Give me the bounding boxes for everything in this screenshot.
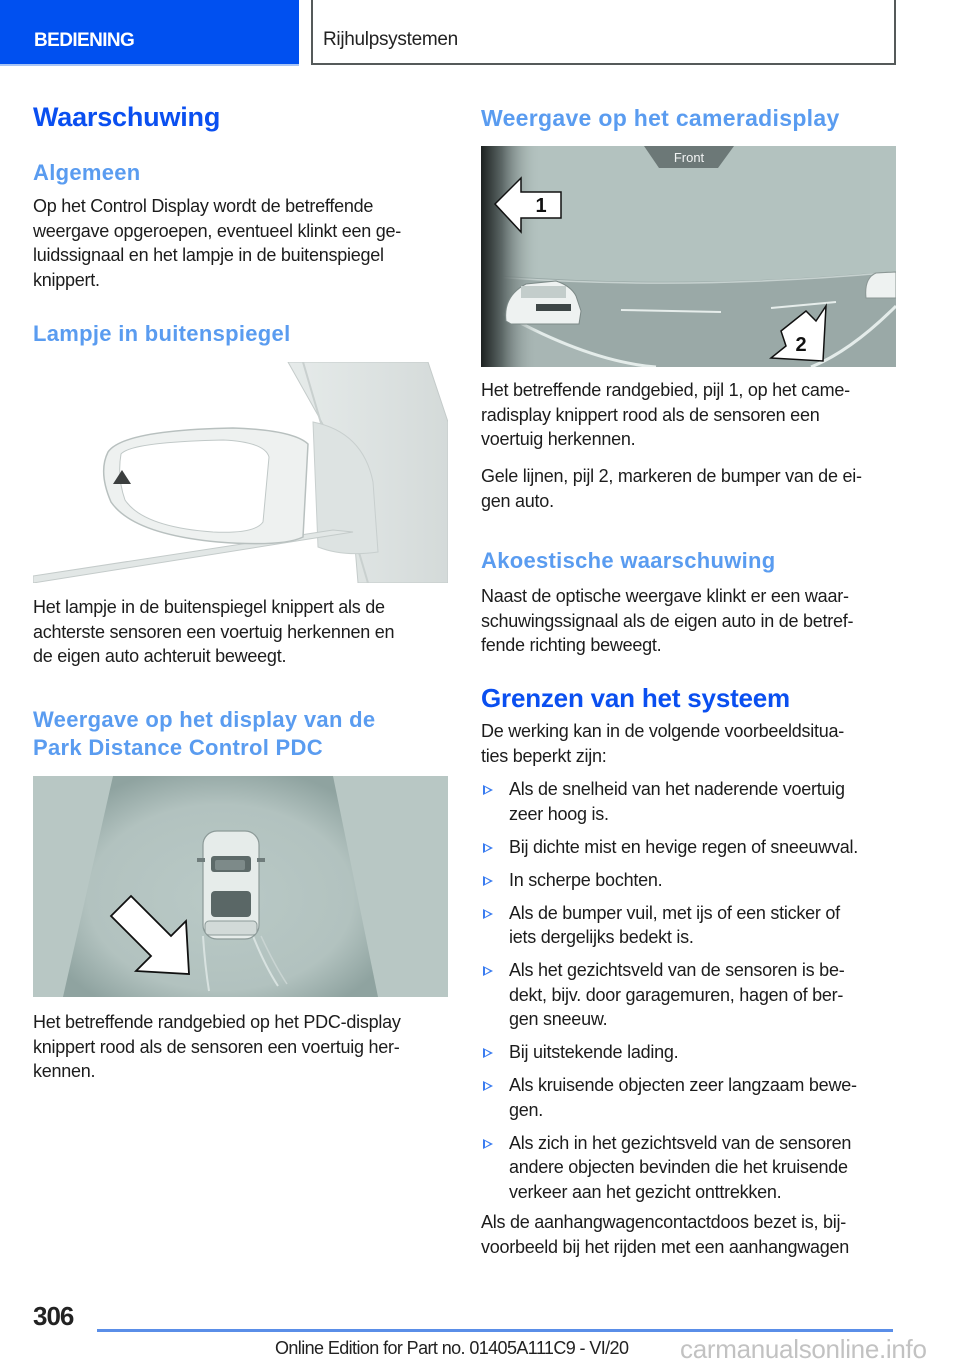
bullet-triangle-icon <box>483 1048 493 1058</box>
bullet-triangle-icon <box>483 843 493 853</box>
front-label: Front <box>673 150 705 165</box>
svg-text:1: 1 <box>535 195 547 217</box>
bullet-triangle-icon <box>483 785 493 795</box>
caption-pdc: Het betreffende randgebied op het PDC-display knippert rood als de sensoren een voertuig her- kennen. <box>33 1012 401 1081</box>
paragraph-grenzen-outro: Als de aanhangwagencontactdoos bezet is, bij- voorbeeld bij het rijden met een aanhangwagen <box>481 1212 850 1257</box>
list-item: In scherpe bochten. <box>481 868 901 893</box>
heading-grenzen: Grenzen van het systeem <box>481 683 790 713</box>
list-item: Als kruisende objecten zeer langzaam bewe- gen. <box>481 1073 901 1122</box>
caption-mirror: Het lampje in de buitenspiegel knippert als de achterste sensoren een voertuig herkennen en de eigen auto achteruit beweegt. <box>33 597 395 666</box>
bullet-triangle-icon <box>483 909 493 919</box>
list-item: Bij uitstekende lading. <box>481 1040 901 1065</box>
watermark: carmanualsonline.info <box>680 1334 927 1362</box>
pdc-display-illustration-icon <box>33 776 448 997</box>
section-tab <box>0 0 299 66</box>
edition-text: Online Edition for Part no. 01405A111C9 - VI/20 <box>275 1338 629 1358</box>
pdc-figure <box>33 776 448 997</box>
bullet-triangle-icon <box>483 1139 493 1149</box>
mirror-figure <box>33 362 448 583</box>
heading-cameradisplay: Weergave op het cameradisplay <box>481 105 840 131</box>
list-item: Bij dichte mist en hevige regen of sneeuwval. <box>481 835 901 860</box>
section-title: BEDIENING <box>34 30 135 51</box>
list-item: Als het gezichtsveld van de sensoren is be- dekt, bijv. door garagemuren, hagen of ber- gen sneeuw. <box>481 958 901 1032</box>
page-title: Waarschuwing <box>33 102 221 132</box>
limitations-list <box>481 777 901 1213</box>
list-item: Als de bumper vuil, met ijs of een sticker of iets dergelijks bedekt is. <box>481 901 901 950</box>
camera-display-illustration-icon <box>481 146 896 367</box>
heading-lampje: Lampje in buitenspiegel <box>33 321 291 346</box>
heading-algemeen: Algemeen <box>33 160 141 185</box>
paragraph-akoestisch: Naast de optische weergave klinkt er een waar- schuwingssignaal als de eigen auto in de betref- fende richting beweegt. <box>481 586 854 655</box>
bullet-triangle-icon <box>483 966 493 976</box>
svg-text:2: 2 <box>795 334 807 356</box>
paragraph-grenzen-intro: De werking kan in de volgende voorbeeldsitua- ties beperkt zijn: <box>481 721 844 766</box>
camera-figure <box>481 146 896 367</box>
footer-divider <box>97 1329 893 1332</box>
paragraph-algemeen: Op het Control Display wordt de betreffende weergave opgeroepen, eventueel klinkt een ge- luidssignaal en het lampje in de buitenspiegel knippert. <box>33 196 402 290</box>
chapter-title: Rijhulpsystemen <box>323 29 458 50</box>
bullet-triangle-icon <box>483 1081 493 1091</box>
paragraph-camera-1: Het betreffende randgebied, pijl 1, op het came- radisplay knippert rood als de sensoren een voertuig herkennen. <box>481 380 850 449</box>
chapter-tab <box>311 0 896 65</box>
list-item: Als zich in het gezichtsveld van de sensoren andere objecten bevinden die het kruisende verkeer aan het gezicht onttrekken. <box>481 1131 901 1205</box>
bullet-triangle-icon <box>483 876 493 886</box>
list-item: Als de snelheid van het naderende voertuig zeer hoog is. <box>481 777 901 826</box>
heading-akoestisch: Akoestische waarschuwing <box>481 548 776 573</box>
page-number: 306 <box>33 1301 74 1331</box>
exterior-mirror-illustration-icon <box>33 362 448 583</box>
heading-pdc: Weergave op het display van de Park Distance Control PDC <box>33 707 376 760</box>
paragraph-camera-2: Gele lijnen, pijl 2, markeren de bumper van de ei- gen auto. <box>481 466 862 511</box>
